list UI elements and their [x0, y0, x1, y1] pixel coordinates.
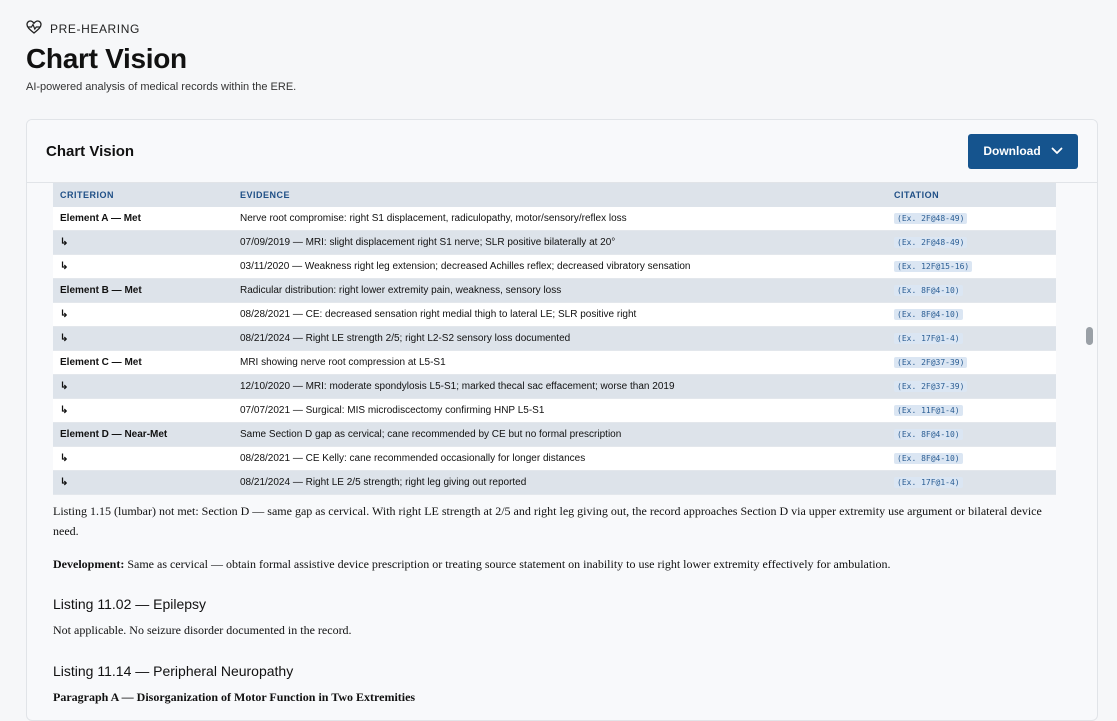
evidence-cell: Nerve root compromise: right S1 displacement, radiculopathy, motor/sensory/reflex loss [233, 207, 887, 231]
heartbeat-icon [26, 20, 42, 37]
criterion-cell: Element D — Near-Met [53, 423, 233, 447]
table-row [53, 471, 1056, 495]
evidence-cell: 07/09/2019 — MRI: slight displacement right S1 nerve; SLR positive bilaterally at 20° [233, 231, 887, 255]
download-button[interactable] [968, 134, 1078, 169]
citation-link[interactable]: (Ex. 17F@1-4) [894, 333, 963, 344]
table-row [53, 327, 1056, 351]
citation-link[interactable]: (Ex. 11F@1-4) [894, 405, 963, 416]
citation-link[interactable]: (Ex. 12F@15-16) [894, 261, 972, 272]
criterion-cell: ↳ [53, 471, 233, 495]
evidence-cell: Radicular distribution: right lower extremity pain, weakness, sensory loss [233, 279, 887, 303]
scrollbar-thumb[interactable] [1086, 327, 1093, 345]
criterion-cell: ↳ [53, 231, 233, 255]
citation-cell [887, 447, 1056, 471]
card-body [27, 183, 1083, 720]
listing-summary: Listing 1.15 (lumbar) not met: Section D — same gap as cervical. With right LE strength at 2/5 and right leg giving out, the record approaches Section D via upper extremity use argument or bilateral device need. [53, 504, 1042, 538]
citation-link[interactable]: (Ex. 2F@37-39) [894, 381, 967, 392]
evidence-cell: 08/28/2021 — CE: decreased sensation right medial thigh to lateral LE; SLR positive right [233, 303, 887, 327]
epilepsy-text: Not applicable. No seizure disorder documented in the record. [53, 623, 352, 637]
table-header-row [53, 183, 1056, 207]
evidence-cell: Same Section D gap as cervical; cane recommended by CE but no formal prescription [233, 423, 887, 447]
citation-link[interactable]: (Ex. 8F@4-10) [894, 285, 963, 296]
card-title: Chart Vision [46, 142, 135, 160]
evidence-cell: 12/10/2020 — MRI: moderate spondylosis L5-S1; marked thecal sac effacement; worse than 2019 [233, 375, 887, 399]
development-label: Development: [53, 557, 125, 571]
table-row [53, 375, 1056, 399]
eyebrow [26, 20, 1091, 37]
citation-link[interactable]: (Ex. 8F@4-10) [894, 429, 963, 440]
column-header-citation: CITATION [887, 183, 1056, 207]
page-title: Chart Vision [26, 43, 187, 74]
citation-cell [887, 423, 1056, 447]
table-row [53, 447, 1056, 471]
scrollbar[interactable] [1083, 183, 1097, 720]
criterion-cell: ↳ [53, 447, 233, 471]
table-row [53, 423, 1056, 447]
paragraph-a-heading: Paragraph A — Disorganization of Motor Function in Two Extremities [53, 690, 416, 704]
table-row [53, 231, 1056, 255]
citation-cell [887, 375, 1056, 399]
criterion-cell: Element C — Met [53, 351, 233, 375]
criterion-cell: ↳ [53, 255, 233, 279]
evidence-cell: MRI showing nerve root compression at L5-S1 [233, 351, 887, 375]
eyebrow-label: PRE-HEARING [50, 21, 140, 36]
criterion-cell: ↳ [53, 303, 233, 327]
neuropathy-heading: Listing 11.14 — Peripheral Neuropathy [53, 663, 294, 679]
table-row [53, 351, 1056, 375]
chevron-down-icon [1051, 144, 1063, 158]
epilepsy-heading: Listing 11.02 — Epilepsy [53, 596, 207, 612]
page-subtitle: AI-powered analysis of medical records within the ERE. [26, 81, 297, 93]
download-label: Download [983, 144, 1041, 158]
table-row [53, 255, 1056, 279]
citation-cell [887, 279, 1056, 303]
evidence-table [53, 183, 1056, 495]
page-header [26, 20, 1091, 93]
table-row [53, 399, 1056, 423]
card-header [27, 120, 1097, 183]
column-header-evidence: EVIDENCE [233, 183, 887, 207]
citation-cell [887, 231, 1056, 255]
development-text: Same as cervical — obtain formal assistive device prescription or treating source statement on inability to use right lower extremity effectively for ambulation. [124, 557, 891, 571]
criterion-cell: ↳ [53, 399, 233, 423]
chart-vision-card [26, 119, 1098, 721]
evidence-cell: 07/07/2021 — Surgical: MIS microdiscectomy confirming HNP L5-S1 [233, 399, 887, 423]
evidence-cell: 08/28/2021 — CE Kelly: cane recommended occasionally for longer distances [233, 447, 887, 471]
table-row [53, 207, 1056, 231]
evidence-cell: 08/21/2024 — Right LE 2/5 strength; right leg giving out reported [233, 471, 887, 495]
citation-link[interactable]: (Ex. 8F@4-10) [894, 453, 963, 464]
column-header-criterion: CRITERION [53, 183, 233, 207]
citation-cell [887, 255, 1056, 279]
citation-cell [887, 327, 1056, 351]
citation-cell [887, 303, 1056, 327]
citation-link[interactable]: (Ex. 2F@48-49) [894, 213, 967, 224]
table-row [53, 303, 1056, 327]
citation-cell [887, 351, 1056, 375]
citation-cell [887, 471, 1056, 495]
evidence-cell: 03/11/2020 — Weakness right leg extension; decreased Achilles reflex; decreased vibratory sensation [233, 255, 887, 279]
criterion-cell: Element B — Met [53, 279, 233, 303]
table-row [53, 279, 1056, 303]
citation-cell [887, 207, 1056, 231]
criterion-cell: ↳ [53, 375, 233, 399]
evidence-cell: 08/21/2024 — Right LE strength 2/5; right L2-S2 sensory loss documented [233, 327, 887, 351]
citation-link[interactable]: (Ex. 17F@1-4) [894, 477, 963, 488]
citation-link[interactable]: (Ex. 8F@4-10) [894, 309, 963, 320]
citation-link[interactable]: (Ex. 2F@48-49) [894, 237, 967, 248]
citation-cell [887, 399, 1056, 423]
criterion-cell: ↳ [53, 327, 233, 351]
criterion-cell: Element A — Met [53, 207, 233, 231]
development-paragraph [53, 554, 1053, 574]
citation-link[interactable]: (Ex. 2F@37-39) [894, 357, 967, 368]
